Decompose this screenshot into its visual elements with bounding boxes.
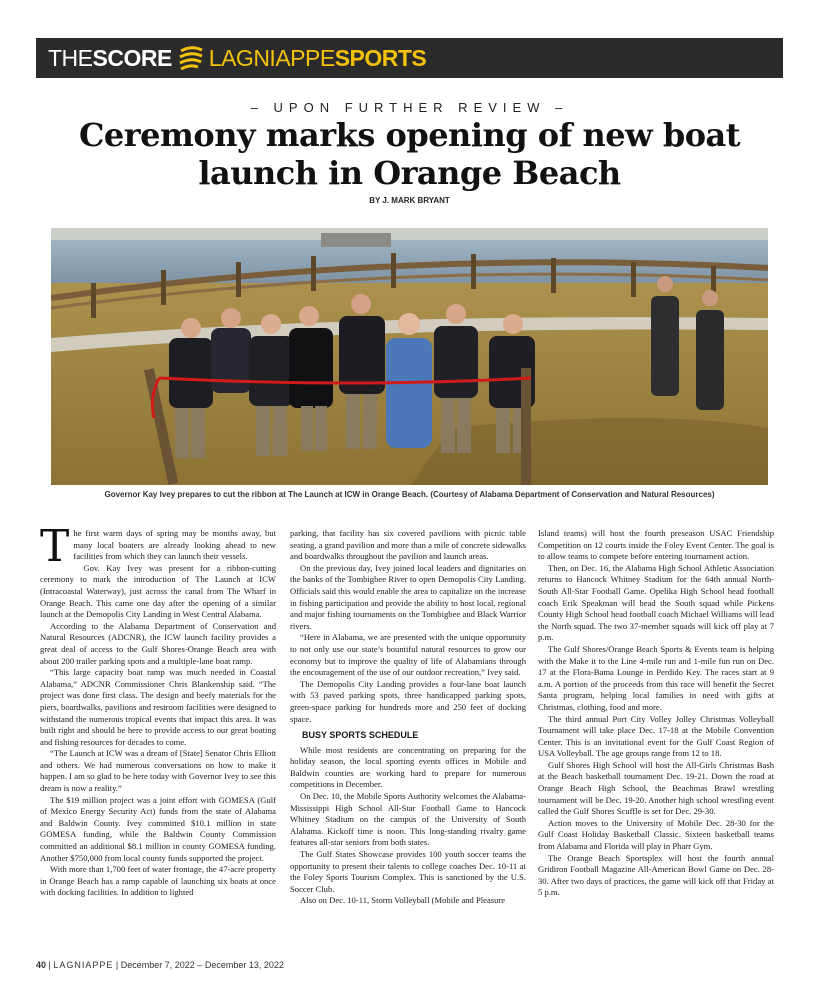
article-column-3 xyxy=(538,528,774,899)
paragraph: Island teams) will host the fourth preseason USAC Friendship Competition on 12 courts inside the Foley Event Center. The goal is to allow teams to compete before entering tournament action. xyxy=(538,528,774,562)
paragraph: On Dec. 10, the Mobile Sports Authority welcomes the Alabama-Mississippi High School All-Star Football Game to Hancock Whitney Stadium on the campus of the University of South Alabama. Kickoff time is noon. This long-standing rivalry game features all-star seniors from both states. xyxy=(290,791,526,848)
issue-dates: December 7, 2022 – December 13, 2022 xyxy=(120,960,284,970)
paragraph: The third annual Port City Volley Jolley Christmas Volleyball Tournament will take place Dec. 17-18 at the Mobile Convention Center. This is an invitational event for the Gulf Coast Region of USA Volleyball. The age groups range from 12 to 18. xyxy=(538,713,774,759)
footer-brand: LAGNIAPPE xyxy=(53,960,114,970)
banner-the: THE xyxy=(48,44,93,71)
paragraph: The Demopolis City Landing provides a four-lane boat launch with 53 paved parking spots, three handicapped parking spots, green-space parking for hundreds more and 250 feet of docking space. xyxy=(290,678,526,724)
paragraph: “Here in Alabama, we are presented with the unique opportunity to not only use our state’s bountiful natural resources to grow our economy but to improve the quality of life of Alabamians through the encouragement of the use of our outdoor recreation,” Ivey said. xyxy=(290,632,526,678)
paragraph: Also on Dec. 10-11, Storm Volleyball (Mobile and Pleasure xyxy=(300,895,506,906)
paragraph: The $19 million project was a joint effort with GOMESA (Gulf of Mexico Energy Security Act) funds from the state of Alabama and Baldwin County. Ivey committed $10.1 million in state GOMESA funding, while the Baldwin County Commission committed an additional $8.1 million in county GOMESA funding. Another $750,000 from local county funds supported the project. xyxy=(40,794,276,863)
page-footer xyxy=(36,960,284,970)
paragraph: The Orange Beach Sportsplex will host the fourth annual Gridiron Football Magazine All-American Bowl Game on Dec. 28-30. After two days of practices, the game will kick off that Friday at 5 p.m. xyxy=(538,852,774,898)
paragraph: According to the Alabama Department of Conservation and Natural Resources (ADCNR), the ICW launch facility provides a great deal of access to the Gulf Shores-Orange Beach area with about 200 trailer parking spots and a multiple-lane boat ramp. xyxy=(40,620,276,666)
byline: BY J. MARK BRYANT xyxy=(369,196,450,205)
paragraph: Gulf Shores High School will host the All-Girls Christmas Bash at the Beach basketball tournament Dec. 19-21. Down the road at Orange Beach High School, the Beachmas Brawl wrestling tournament will be Dec. 19-20. Another high school wrestling event called the Gulf Shores Scuffle is set for Dec. 29-30. xyxy=(538,759,774,817)
paragraph: The Gulf Shores/Orange Beach Sports & Events team is helping with the Make it to the Line 4-mile run and 1-mile fun run on Dec. 17 at the Flora-Bama Lounge in Perdido Key. The races start at 9 a.m. A portion of the proceeds from this race will benefit the Secret Santa program, helping local families in need with gifts at Christmas, clothing, food and more. xyxy=(538,643,774,712)
paragraph: “This large capacity boat ramp was much needed in Coastal Alabama,” ADCNR Commissioner Chris Blankenship said. “The project was done first class. The design and beefy materials for the piers, boardwalks, pavilions and restroom facilities were designed to withstand the numerous tropical events that impact this area. It was built right and should be here to provide access to our great boating and fishing resources for decades to come. xyxy=(40,667,276,747)
drop-cap: T xyxy=(40,521,70,572)
kicker: – UPON FURTHER REVIEW – xyxy=(250,100,569,115)
headline: Ceremony marks opening of new boat launch in Orange Beach xyxy=(78,116,741,192)
banner-sports: SPORTS xyxy=(334,44,427,71)
paragraph: “The Launch at ICW was a dream of [State] Senator Chris Elliott and others. We had numerous conversations on how to make it happen. I am so glad to be here today with Governor Ivey to see this dream is now a reality.” xyxy=(40,748,276,794)
paragraph: On the previous day, Ivey joined local leaders and dignitaries on the banks of the Tombigbee River to open Demopolis City Landing. Officials said this would enable the area to capitalize on the increase in fishing participation and provide the ability to host local, regional and major fishing tournaments on the Tombigbee and Black Warrior rivers. xyxy=(290,562,526,631)
paragraph: parking, that facility has six covered pavilions with picnic table seating, a grand pavilion and more than a mile of concrete sidewalks and boardwalks throughout the pavilion and launch areas. xyxy=(290,528,526,562)
paragraph: The first warm days of spring may be months away, but many local boaters are already looking ahead to new facilities from which they can launch their vessels. xyxy=(40,521,276,572)
paragraph: Action moves to the University of Mobile Dec. 28-30 for the Gulf Coast Holiday Basketball Classic. Sixteen basketball teams from Alabama and Florida will play in Pharr Gym. xyxy=(538,817,774,852)
section-subhead: BUSY SPORTS SCHEDULE xyxy=(302,730,419,741)
swoosh-logo-icon xyxy=(176,43,206,73)
footer-divider: | xyxy=(115,960,121,970)
section-banner xyxy=(36,38,783,78)
paragraph: The Gulf States Showcase provides 100 youth soccer teams the opportunity to present their talents to college coaches Dec. 10-11 at the Foley Sports Tourism Complex. This is sanctioned by the U.S. Soccer Club. xyxy=(290,849,526,894)
banner-lagniappe: LAGNIAPPE xyxy=(208,44,335,71)
paragraph: Then, on Dec. 16, the Alabama High School Athletic Association returns to Hancock Whitney Stadium for the 64th annual North-South All-Star Football Game. Opelika High School head football coach Erik Speakman will head the South squad while Pickens County High School head football coach Michael Williams will lead the North squad. The two 37-member squads will kick off play at 7 p.m. xyxy=(538,562,774,643)
article-column-1 xyxy=(40,521,276,899)
ribbon-cutting-photo xyxy=(51,228,768,485)
paragraph: Gov. Kay Ivey was present for a ribbon-cutting ceremony to mark the introduction of The Launch at ICW (Intracoastal Waterway), just across the canal from The Wharf in Orange Beach. This came one day after the opening of a similar launch at the Demopolis City Landing in West Central Alabama. xyxy=(40,562,276,620)
photo-caption: Governor Kay Ivey prepares to cut the ribbon at The Launch at ICW in Orange Beach. (Courtesy of Alabama Department of Conservation and Natural Resources) xyxy=(104,490,715,499)
article-column-2 xyxy=(290,528,526,907)
page-number: 40 xyxy=(36,960,47,970)
paragraph: While most residents are concentrating on preparing for the holiday season, the local sporting events offices in Mobile and Baldwin counties are working hard to prepare for numerous competitions in December. xyxy=(290,744,526,790)
banner-score: SCORE xyxy=(92,44,172,71)
footer-divider: | xyxy=(48,960,54,970)
paragraph: With more than 1,700 feet of water frontage, the 47-acre property in Orange Beach has a ramp capable of launching six boats at once with docking facilities. In addition to lighted xyxy=(40,864,276,898)
